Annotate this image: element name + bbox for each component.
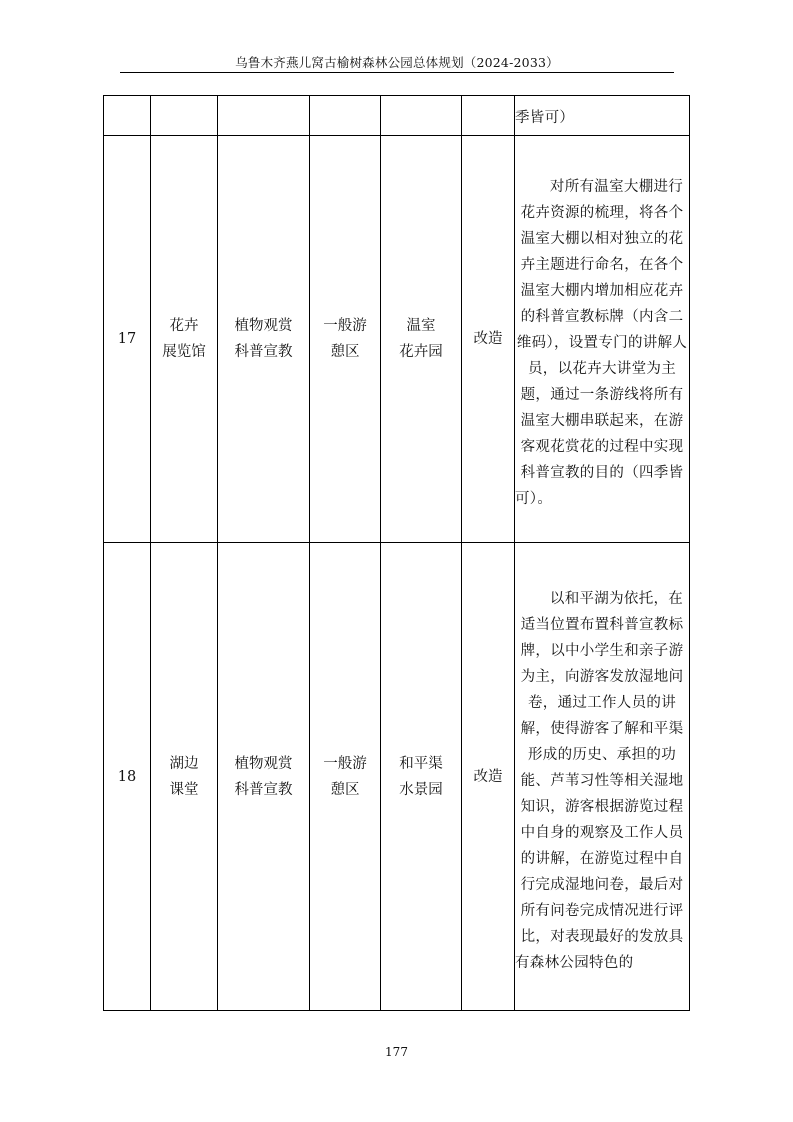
cell-description bbox=[515, 543, 690, 1011]
cell-description bbox=[515, 136, 690, 543]
name-line: 展览馆 bbox=[162, 344, 206, 360]
type-line: 植物观赏 bbox=[234, 318, 293, 334]
table-row bbox=[104, 136, 690, 543]
description-text: 以和平湖为依托，在适当位置布置科普宣教标牌，以中小学生和亲子游为主，向游客发放湿地问卷，通过工作人员的讲解，使得游客了解和平渠形成的历史、承担的功能、芦苇习性等相关湿地知识，游客根据游览过程中自身的观察及工作人员的讲解，在游览过程中自行完成湿地问卷，最后对所有问卷完成情况进行评比，对表现最好的发放具有森林公园特色的 bbox=[515, 590, 684, 971]
type-line: 植物观赏 bbox=[234, 755, 293, 772]
name-line: 花卉 bbox=[169, 318, 199, 334]
cell-no bbox=[104, 96, 151, 136]
cell-zone bbox=[310, 96, 381, 136]
cell-zone bbox=[310, 543, 381, 1011]
type-line: 科普宣教 bbox=[234, 344, 293, 360]
park-line: 温室 bbox=[406, 318, 436, 334]
cell-type bbox=[218, 136, 310, 543]
park-line: 和平渠 bbox=[399, 755, 443, 772]
cell-method: 改造 bbox=[462, 136, 515, 543]
description-text: 季皆可） bbox=[515, 110, 575, 126]
description-text: 对所有温室大棚进行花卉资源的梳理，将各个温室大棚以相对独立的花卉主题进行命名，在各个温室大棚内增加相应花卉的科普宣教标牌（内含二维码），设置专门的讲解人员，以花卉大讲堂为主题，通过一条游线将所有温室大棚串联起来，在游客观花赏花的过程中实现科普宣教的目的（四季皆可）。 bbox=[515, 179, 688, 507]
cell-description bbox=[515, 96, 690, 136]
cell-no: 18 bbox=[104, 543, 151, 1011]
zone-line: 憩区 bbox=[330, 344, 360, 360]
table-row bbox=[104, 543, 690, 1011]
zone-line: 一般游 bbox=[323, 755, 367, 772]
zone-line: 憩区 bbox=[330, 781, 360, 798]
running-header: 乌鲁木齐燕儿窝古榆树森林公园总体规划（2024-2033） bbox=[235, 55, 559, 70]
cell-name bbox=[151, 543, 218, 1011]
cell-name bbox=[151, 96, 218, 136]
header-rule bbox=[120, 72, 674, 73]
name-line: 课堂 bbox=[169, 781, 199, 798]
cell-park bbox=[381, 543, 462, 1011]
cell-method bbox=[462, 96, 515, 136]
page-number: 177 bbox=[385, 1045, 408, 1059]
type-line: 科普宣教 bbox=[234, 781, 293, 798]
park-line: 水景园 bbox=[399, 781, 443, 798]
park-line: 花卉园 bbox=[399, 344, 443, 360]
table-row-continuation bbox=[104, 96, 690, 136]
project-table bbox=[103, 95, 690, 1011]
cell-zone bbox=[310, 136, 381, 543]
cell-type bbox=[218, 543, 310, 1011]
cell-name bbox=[151, 136, 218, 543]
cell-park bbox=[381, 136, 462, 543]
name-line: 湖边 bbox=[169, 755, 199, 772]
cell-park bbox=[381, 96, 462, 136]
zone-line: 一般游 bbox=[323, 318, 367, 334]
cell-no: 17 bbox=[104, 136, 151, 543]
cell-method: 改造 bbox=[462, 543, 515, 1011]
cell-type bbox=[218, 96, 310, 136]
